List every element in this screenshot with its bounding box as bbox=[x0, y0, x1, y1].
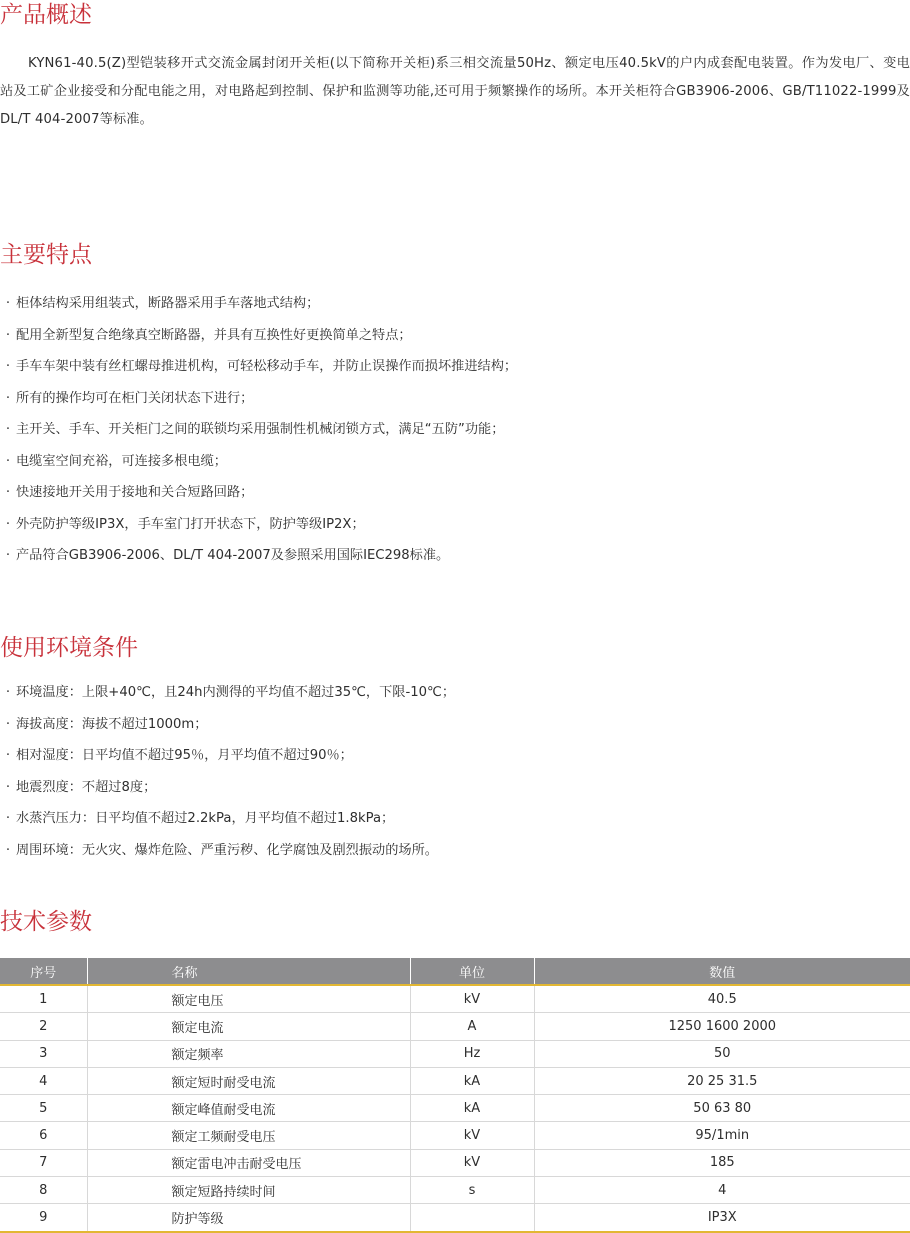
bullet-dot: · bbox=[5, 779, 11, 795]
table-row bbox=[0, 1204, 910, 1232]
bullet-dot: · bbox=[5, 842, 11, 858]
spec-index: 3 bbox=[0, 1040, 87, 1067]
environment-item bbox=[0, 709, 910, 741]
spec-value: 50 bbox=[534, 1040, 910, 1067]
environment-list bbox=[0, 677, 910, 866]
table-row bbox=[0, 1122, 910, 1149]
spec-index: 5 bbox=[0, 1095, 87, 1122]
feature-item bbox=[0, 320, 910, 352]
table-row bbox=[0, 1040, 910, 1067]
bullet-dot: · bbox=[5, 485, 11, 500]
spec-value: IP3X bbox=[534, 1204, 910, 1232]
bullet-dot: · bbox=[5, 422, 11, 437]
specs-header-row bbox=[0, 958, 910, 985]
spec-name: 额定峰值耐受电流 bbox=[87, 1095, 410, 1122]
table-row bbox=[0, 1095, 910, 1122]
spec-value: 4 bbox=[534, 1177, 910, 1204]
environment-item bbox=[0, 740, 910, 772]
table-row bbox=[0, 1149, 910, 1176]
spec-value: 95/1min bbox=[534, 1122, 910, 1149]
bullet-dot: · bbox=[5, 296, 11, 311]
environment-item-text: 海拔高度：海拔不超过1000m； bbox=[16, 716, 208, 732]
header-index: 序号 bbox=[0, 958, 87, 985]
feature-item-text: 快速接地开关用于接地和关合短路回路； bbox=[16, 485, 254, 500]
spec-value: 50 63 80 bbox=[534, 1095, 910, 1122]
spec-unit: kA bbox=[410, 1067, 534, 1094]
overview-title: 产品概述 bbox=[0, 2, 92, 28]
bullet-dot: · bbox=[5, 359, 11, 374]
feature-item bbox=[0, 383, 910, 415]
bullet-dot: · bbox=[5, 327, 11, 343]
feature-item-text: 产品符合GB3906-2006、DL/T 404-2007及参照采用国际IEC298标准。 bbox=[16, 548, 450, 563]
table-row bbox=[0, 1177, 910, 1204]
spec-name: 额定雷电冲击耐受电压 bbox=[87, 1149, 410, 1176]
environment-item-text: 地震烈度：不超过8度； bbox=[16, 779, 157, 795]
environment-item bbox=[0, 803, 910, 835]
spec-index: 6 bbox=[0, 1122, 87, 1149]
bullet-dot: · bbox=[5, 516, 11, 532]
header-value: 数值 bbox=[534, 958, 910, 985]
spec-name: 额定工频耐受电压 bbox=[87, 1122, 410, 1149]
spec-unit: kV bbox=[410, 1122, 534, 1149]
bullet-dot: · bbox=[5, 548, 11, 563]
environment-item-text: 周围环境：无火灾、爆炸危险、严重污秽、化学腐蚀及剧烈振动的场所。 bbox=[16, 842, 438, 858]
spec-unit: kA bbox=[410, 1095, 534, 1122]
environment-item bbox=[0, 835, 910, 867]
spec-unit: A bbox=[410, 1013, 534, 1040]
spec-value: 40.5 bbox=[534, 985, 910, 1013]
spec-index: 8 bbox=[0, 1177, 87, 1204]
header-unit: 单位 bbox=[410, 958, 534, 985]
bullet-dot: · bbox=[5, 390, 11, 406]
feature-item bbox=[0, 288, 910, 320]
feature-item-text: 主开关、手车、开关柜门之间的联锁均采用强制性机械闭锁方式，满足“五防”功能； bbox=[16, 422, 505, 437]
spec-name: 额定电压 bbox=[87, 985, 410, 1013]
spec-unit bbox=[410, 1204, 534, 1232]
features-list bbox=[0, 288, 910, 572]
spec-unit: s bbox=[410, 1177, 534, 1204]
spec-name: 防护等级 bbox=[87, 1204, 410, 1232]
header-name: 名称 bbox=[87, 958, 410, 985]
overview-text: KYN61-40.5(Z)型铠装移开式交流金属封闭开关柜(以下简称开关柜)系三相交流量50Hz、额定电压40.5kV的户内成套配电装置。作为发电厂、变电站及工矿企业接受和分配电能之用，对电路起到控制、保护和监测等功能,还可用于频繁操作的场所。本开关柜符合GB3906-2006、GB/T11022-1999及DL/T 404-2007等标准。 bbox=[0, 56, 910, 127]
tech-title: 技术参数 bbox=[0, 909, 92, 935]
specs-body bbox=[0, 985, 910, 1232]
table-row bbox=[0, 1013, 910, 1040]
environment-title: 使用环境条件 bbox=[0, 635, 138, 661]
feature-item-text: 所有的操作均可在柜门关闭状态下进行； bbox=[16, 390, 254, 406]
spec-name: 额定短路持续时间 bbox=[87, 1177, 410, 1204]
feature-item bbox=[0, 540, 910, 572]
environment-item bbox=[0, 677, 910, 709]
specs-table bbox=[0, 958, 910, 1233]
bullet-dot: · bbox=[5, 748, 11, 763]
feature-item bbox=[0, 351, 910, 383]
environment-item-text: 环境温度：上限+40℃，且24h内测得的平均值不超过35℃，下限-10℃； bbox=[16, 685, 456, 700]
feature-item-text: 配用全新型复合绝缘真空断路器，并具有互换性好更换简单之特点； bbox=[16, 327, 412, 343]
spec-name: 额定短时耐受电流 bbox=[87, 1067, 410, 1094]
feature-item-text: 电缆室空间充裕，可连接多根电缆； bbox=[16, 453, 227, 469]
feature-item-text: 柜体结构采用组装式，断路器采用手车落地式结构； bbox=[16, 296, 320, 311]
environment-item-text: 相对湿度：日平均值不超过95％，月平均值不超过90％； bbox=[16, 748, 353, 763]
spec-value: 185 bbox=[534, 1149, 910, 1176]
feature-item bbox=[0, 509, 910, 541]
spec-value: 20 25 31.5 bbox=[534, 1067, 910, 1094]
spec-index: 4 bbox=[0, 1067, 87, 1094]
spec-name: 额定电流 bbox=[87, 1013, 410, 1040]
feature-item bbox=[0, 477, 910, 509]
spec-index: 9 bbox=[0, 1204, 87, 1232]
bullet-dot: · bbox=[5, 685, 11, 700]
feature-item-text: 外壳防护等级IP3X，手车室门打开状态下，防护等级IP2X； bbox=[16, 516, 365, 532]
spec-name: 额定频率 bbox=[87, 1040, 410, 1067]
spec-index: 2 bbox=[0, 1013, 87, 1040]
spec-index: 7 bbox=[0, 1149, 87, 1176]
spec-unit: kV bbox=[410, 985, 534, 1013]
feature-item-text: 手车车架中装有丝杠螺母推进机构，可轻松移动手车，并防止误操作而损坏推进结构； bbox=[16, 359, 518, 374]
bullet-dot: · bbox=[5, 811, 11, 826]
environment-item bbox=[0, 772, 910, 804]
spec-unit: Hz bbox=[410, 1040, 534, 1067]
spec-index: 1 bbox=[0, 985, 87, 1013]
features-title: 主要特点 bbox=[0, 242, 92, 268]
environment-item-text: 水蒸汽压力：日平均值不超过2.2kPa，月平均值不超过1.8kPa； bbox=[16, 811, 395, 826]
feature-item bbox=[0, 414, 910, 446]
spec-unit: kV bbox=[410, 1149, 534, 1176]
bullet-dot: · bbox=[5, 716, 11, 732]
feature-item bbox=[0, 446, 910, 478]
bullet-dot: · bbox=[5, 453, 11, 469]
table-row bbox=[0, 1067, 910, 1094]
spec-value: 1250 1600 2000 bbox=[534, 1013, 910, 1040]
table-row bbox=[0, 985, 910, 1013]
